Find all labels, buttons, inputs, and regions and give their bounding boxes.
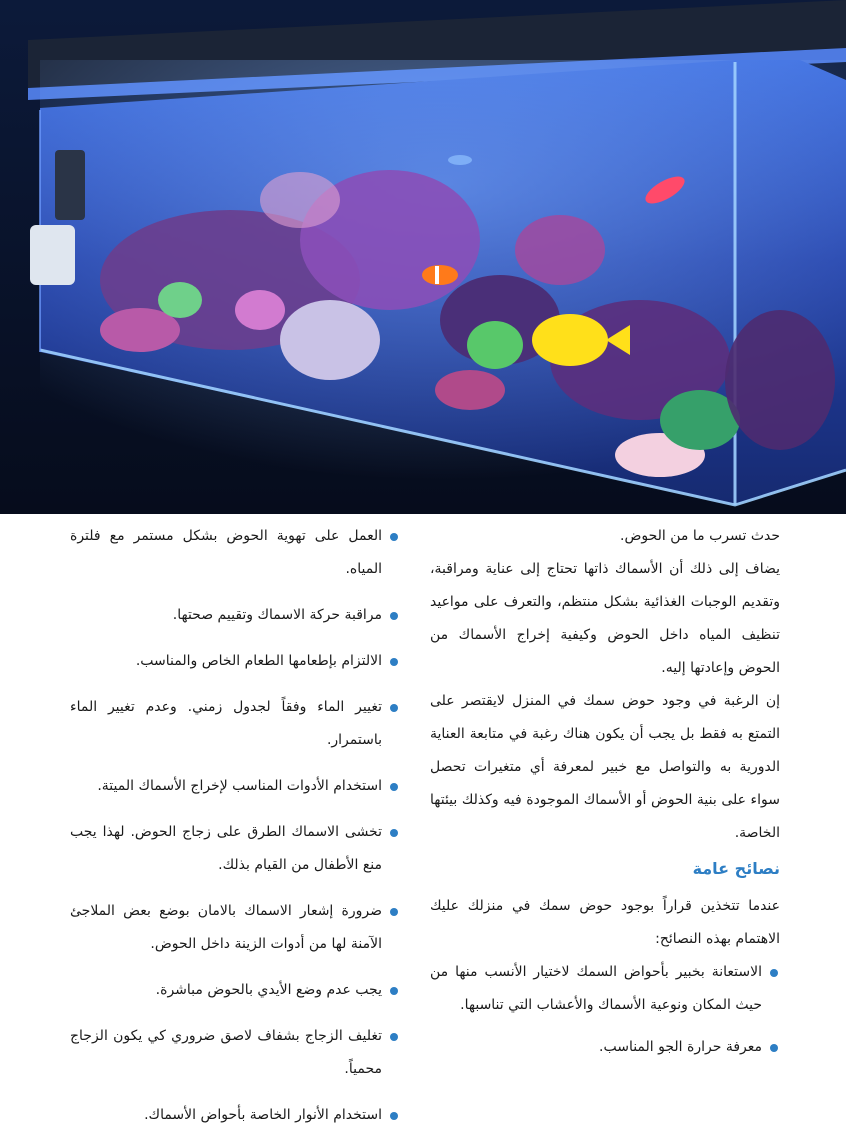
list-item: استخدام الأدوات المناسب لإخراج الأسماك الميتة. xyxy=(70,770,400,803)
paragraph-desire: إن الرغبة في وجود حوض سمك في المنزل لايقتصر على التمتع به فقط بل يجب أن يكون هناك رغبة في متابعة العناية الدورية به والتواصل مع خبير لمعرفة أي متغيرات تحصل سواء على بنية الحوض أو الأسماك الموجودة فيه وكذلك بيئتها الخاصة. xyxy=(430,693,780,841)
list-item: يجب عدم وضع الأيدي بالحوض مباشرة. xyxy=(70,974,400,1007)
list-item: الالتزام بإطعامها الطعام الخاص والمناسب. xyxy=(70,645,400,678)
tips-list-left xyxy=(70,520,400,1132)
list-item: معرفة حرارة الجو المناسب. xyxy=(430,1031,780,1064)
left-column xyxy=(70,520,400,1145)
list-item: العمل على تهوية الحوض بشكل مستمر مع فلترة المياه. xyxy=(70,520,400,586)
list-item: استخدام الأنوار الخاصة بأحواض الأسماك. xyxy=(70,1099,400,1132)
section-title-general-tips: نصائح عامة xyxy=(692,859,780,878)
aquarium-illustration xyxy=(0,0,846,514)
list-item: ضرورة إشعار الاسماك بالامان بوضع بعض الملاجئ الآمنة لها من أدوات الزينة داخل الحوض. xyxy=(70,895,400,961)
list-item: تخشى الاسماك الطرق على زجاج الحوض. لهذا يجب منع الأطفال من القيام بذلك. xyxy=(70,816,400,882)
list-item: تغيير الماء وفقاً لجدول زمني. وعدم تغيير الماء باستمرار. xyxy=(70,691,400,757)
tips-intro: عندما تتخذين قراراً بوجود حوض سمك في منزلك عليك الاهتمام بهذه النصائح: xyxy=(430,898,780,947)
paragraph-leak: حدث تسرب ما من الحوض. xyxy=(620,528,780,544)
list-item: الاستعانة بخبير بأحواض السمك لاختيار الأنسب منها من حيث المكان ونوعية الأسماك والأعشاب التي تناسبها. xyxy=(430,956,780,1022)
paragraph-care: يضاف إلى ذلك أن الأسماك ذاتها تحتاج إلى عناية ومراقبة، وتقديم الوجبات الغذائية بشكل منتظم، والتعرف على مواعيد تنظيف المياه داخل الحوض وكيفية إخراج الأسماك من الحوض وإعادتها إليه. xyxy=(430,561,780,676)
right-column xyxy=(430,520,780,1073)
list-item: مراقبة حركة الاسماك وتقييم صحتها. xyxy=(70,599,400,632)
list-item: تغليف الزجاج بشفاف لاصق ضروري كي يكون الزجاج محمياً. xyxy=(70,1020,400,1086)
aquarium-photo xyxy=(0,0,846,514)
tips-list-right xyxy=(430,956,780,1064)
